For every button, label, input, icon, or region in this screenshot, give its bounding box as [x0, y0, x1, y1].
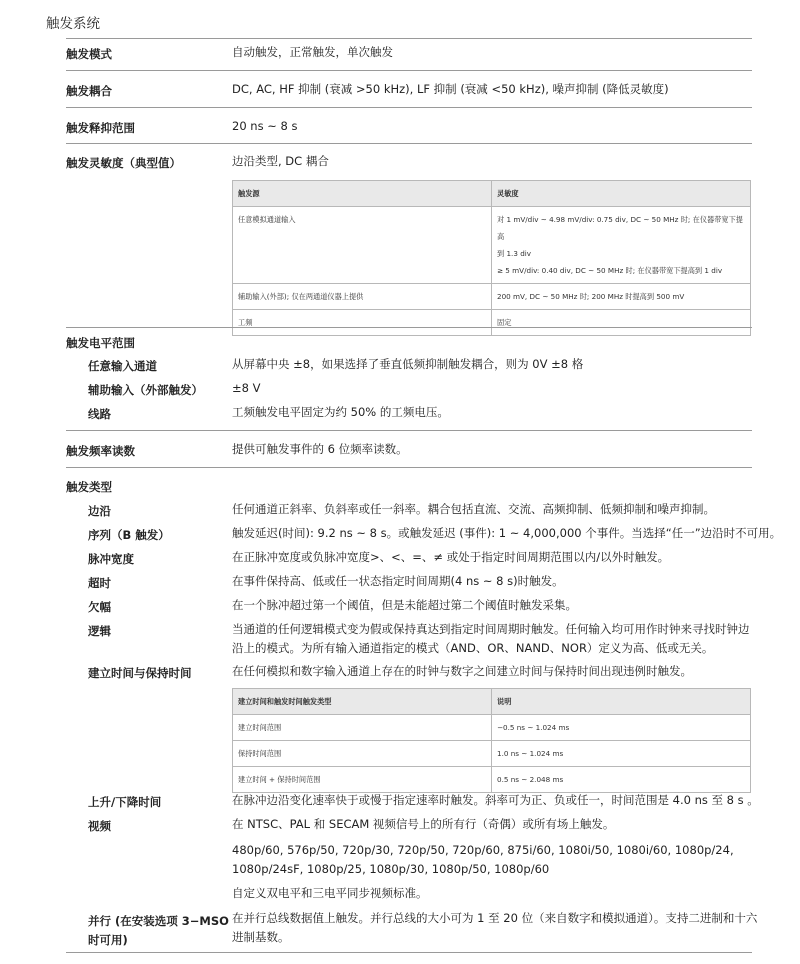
parallel-label-line: 时可用) — [88, 933, 128, 947]
logic-value: 当通道的任何逻辑模式变为假或保持真达到指定时间周期时触发。任何输入均可用作时钟来寻找时钟边沿上的模式。为所有输入通道指定的模式（AND、OR、NAND、NOR）定义为高、低或无关。 — [232, 622, 750, 655]
sensitivity-table — [232, 180, 751, 336]
table-row — [233, 715, 751, 741]
table-row — [233, 284, 751, 310]
table-cell: 固定 — [492, 310, 751, 336]
level-any-channel-label: 任意输入通道 — [88, 359, 157, 373]
video-value-3: 自定义双电平和三电平同步视频标准。 — [232, 886, 428, 900]
divider — [66, 107, 752, 108]
table-cell: 任意模拟通道输入 — [233, 207, 492, 284]
edge-label: 边沿 — [88, 504, 111, 518]
level-any-channel-value: 从屏幕中央 ±8，如果选择了垂直低频抑制触发耦合，则为 0V ±8 格 — [232, 357, 584, 371]
table-cell: 200 mV, DC ~ 50 MHz 时; 200 MHz 时提高到 500 mV — [492, 284, 751, 310]
divider — [66, 430, 752, 431]
table-header: 建立时间和触发时间触发类型 — [233, 689, 492, 715]
table-cell: 工频 — [233, 310, 492, 336]
trigger-coupling-label: 触发耦合 — [66, 84, 112, 98]
table-cell: 辅助输入(外部); 仅在两通道仪器上提供 — [233, 284, 492, 310]
trigger-sensitivity-value: 边沿类型, DC 耦合 — [232, 154, 329, 168]
table-row — [233, 767, 751, 793]
parallel-label — [88, 912, 229, 950]
divider — [66, 70, 752, 71]
runt-value: 在一个脉冲超过第一个阈值，但是未能超过第二个阈值时触发采集。 — [232, 598, 577, 612]
video-value-1: 在 NTSC、PAL 和 SECAM 视频信号上的所有行（奇偶）或所有场上触发。 — [232, 817, 615, 831]
runt-label: 欠幅 — [88, 600, 111, 614]
logic-label: 逻辑 — [88, 624, 111, 638]
divider — [66, 143, 752, 144]
timeout-label: 超时 — [88, 576, 111, 590]
level-aux-label: 辅助输入（外部触发） — [88, 383, 203, 397]
setup-hold-table — [232, 688, 751, 793]
table-cell: 建立时间 + 保持时间范围 — [233, 767, 492, 793]
parallel-label-line: 并行 (在安装选项 3−MSO — [88, 914, 229, 928]
sequence-value: 触发延迟(时间): 9.2 ns ~ 8 s。或触发延迟 (事件): 1 ~ 4,000,000 个事件。当选择“任一”边沿时不可用。 — [232, 526, 782, 540]
trigger-freq-label: 触发频率读数 — [66, 444, 135, 458]
trigger-freq-value: 提供可触发事件的 6 位频率读数。 — [232, 442, 408, 456]
table-cell — [492, 207, 751, 284]
cell-line: 对 1 mV/div ~ 4.98 mV/div: 0.75 div, DC ~ 50 MHz 时; 在仪器带宽下提高 — [497, 215, 743, 241]
table-row — [233, 310, 751, 336]
trigger-level-label: 触发电平范围 — [66, 336, 135, 350]
trigger-sensitivity-label: 触发灵敏度（典型值） — [66, 156, 181, 170]
trigger-holdoff-value: 20 ns ~ 8 s — [232, 119, 298, 133]
parallel-value: 在并行总线数据值上触发。并行总线的大小可为 1 至 20 位（来自数字和模拟通道）。支持二进制和十六进制基数。 — [232, 911, 758, 944]
trigger-mode-value: 自动触发，正常触发，单次触发 — [232, 45, 393, 59]
table-cell: 建立时间范围 — [233, 715, 492, 741]
level-line-value: 工频触发电平固定为约 50% 的工频电压。 — [232, 405, 449, 419]
rise-fall-value: 在脉冲边沿变化速率快于或慢于指定速率时触发。斜率可为正、负或任一，时间范围是 4.0 ns 至 8 s 。 — [232, 793, 759, 807]
table-row — [233, 741, 751, 767]
table-header: 说明 — [492, 689, 751, 715]
trigger-mode-label: 触发模式 — [66, 47, 112, 61]
level-aux-value: ±8 V — [232, 381, 261, 395]
edge-value: 任何通道正斜率、负斜率或任一斜率。耦合包括直流、交流、高频抑制、低频抑制和噪声抑制。 — [232, 502, 715, 516]
cell-line: 到 1.3 div — [497, 249, 532, 258]
setup-hold-value: 在任何模拟和数字输入通道上存在的时钟与数字之间建立时间与保持时间出现违例时触发。 — [232, 664, 692, 678]
trigger-coupling-value: DC, AC, HF 抑制 (衰减 >50 kHz), LF 抑制 (衰减 <50 kHz), 噪声抑制 (降低灵敏度) — [232, 82, 669, 96]
timeout-value: 在事件保持高、低或任一状态指定时间周期(4 ns ~ 8 s)时触发。 — [232, 574, 564, 588]
video-label: 视频 — [88, 819, 111, 833]
setup-hold-label: 建立时间与保持时间 — [88, 666, 192, 680]
table-row — [233, 207, 751, 284]
level-line-label: 线路 — [88, 407, 111, 421]
table-cell: 保持时间范围 — [233, 741, 492, 767]
pulse-width-label: 脉冲宽度 — [88, 552, 134, 566]
table-cell: 1.0 ns ~ 1.024 ms — [492, 741, 751, 767]
rise-fall-label: 上升/下降时间 — [88, 795, 162, 809]
table-cell: 0.5 ns ~ 2.048 ms — [492, 767, 751, 793]
divider — [66, 952, 752, 953]
cell-line: ≥ 5 mV/div: 0.40 div, DC ~ 50 MHz 时; 在仪器带宽下提高到 1 div — [497, 266, 723, 275]
table-header: 触发源 — [233, 181, 492, 207]
video-value-2: 480p/60, 576p/50, 720p/30, 720p/50, 720p/60, 875i/60, 1080i/50, 1080i/60, 1080p/24, 1080p/24sF, 1080p/25, 1080p/30, 1080p/50, 1080p/60 — [232, 843, 734, 876]
divider — [66, 38, 752, 39]
trigger-holdoff-label: 触发释抑范围 — [66, 121, 135, 135]
divider — [66, 327, 752, 328]
pulse-width-value: 在正脉冲宽度或负脉冲宽度>、<、=、≠ 或处于指定时间周期范围以内/以外时触发。 — [232, 550, 670, 564]
table-cell: −0.5 ns ~ 1.024 ms — [492, 715, 751, 741]
section-title: 触发系统 — [46, 16, 100, 32]
table-header: 灵敏度 — [492, 181, 751, 207]
divider — [66, 467, 752, 468]
sequence-label: 序列（B 触发） — [88, 528, 170, 542]
trigger-types-label: 触发类型 — [66, 480, 112, 494]
